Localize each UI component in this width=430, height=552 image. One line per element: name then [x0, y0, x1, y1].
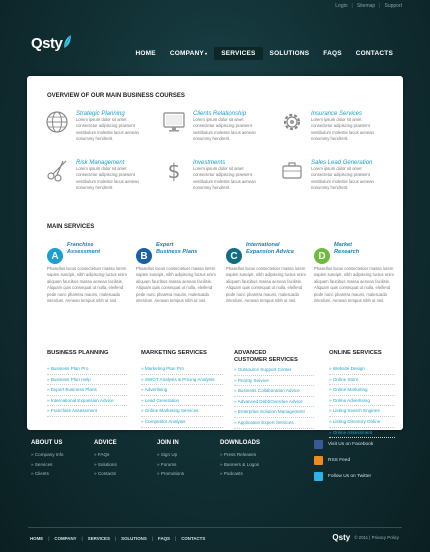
service-card: [136, 242, 218, 304]
service-card: [314, 242, 394, 304]
support-link[interactable]: Support: [384, 3, 402, 9]
nav-company-label: COMPANY: [169, 50, 204, 57]
nav-faqs[interactable]: FAQS: [323, 50, 342, 57]
list-link[interactable]: » Competitor Analysis: [141, 417, 223, 428]
list-heading: BUSINESS PLANNING: [47, 350, 109, 356]
lorem-text: Lorem ipsum dolor sit amet consectetur adipiscing praesent vestibulum molestie lacus aenean nonummy hendrerit.: [76, 117, 139, 142]
footer-heading: ABOUT US: [31, 440, 63, 446]
separator: |: [114, 536, 117, 541]
logo-text: Qsty: [31, 35, 63, 52]
list-link[interactable]: » Advertising: [141, 385, 223, 396]
service-title-line2: Research: [334, 249, 360, 255]
footer-link[interactable]: » Company Info: [31, 450, 63, 460]
link-list-online-services: [329, 350, 395, 438]
list-link[interactable]: » Franchise Assessment: [47, 406, 127, 417]
scissors-icon: [45, 158, 69, 182]
service-badge-b: [136, 248, 152, 264]
briefcase-icon: [280, 158, 304, 182]
overview-item-title[interactable]: Strategic Planning: [76, 111, 125, 117]
list-link[interactable]: » Priority Service: [234, 376, 314, 387]
service-title-line2: Assessment: [67, 249, 100, 255]
footer-link[interactable]: » Solutions: [94, 460, 117, 470]
footer-heading: DOWNLOADS: [220, 440, 260, 446]
bottom-nav-link[interactable]: HOME: [30, 536, 44, 541]
footer-link[interactable]: » Press Releases: [220, 450, 260, 460]
social-links: [314, 438, 373, 482]
service-letter: A: [51, 250, 59, 262]
login-link[interactable]: Login: [335, 3, 348, 9]
service-title[interactable]: [67, 242, 127, 256]
service-title[interactable]: [334, 242, 394, 256]
service-badge-a: [47, 248, 63, 264]
overview-item: [311, 111, 383, 143]
sitemap-link[interactable]: Sitemap: [356, 3, 376, 9]
social-label: RSS Feed: [328, 457, 351, 463]
svg-text:$: $: [167, 159, 181, 182]
footer-link[interactable]: » Forums: [157, 460, 184, 470]
lorem-text: Lorem ipsum dolor sit amet consectetur adipiscing praesent vestibulum molestie lacus aenean nonummy hendrerit.: [311, 166, 374, 191]
facebook-link[interactable]: [314, 438, 373, 450]
lorem-text: Lorem ipsum dolor sit amet consectetur adipiscing praesent vestibulum molestie lacus aenean nonummy hendrerit.: [193, 166, 256, 191]
separator: |: [81, 536, 83, 541]
footer-col-advice: [94, 440, 117, 479]
nav-solutions[interactable]: SOLUTIONS: [269, 50, 310, 57]
lorem-text: Lorem ipsum dolor sit amet consectetur adipiscing praesent vestibulum molestie lacus aenean nonummy hendrerit.: [311, 117, 374, 142]
copyright: [332, 533, 399, 542]
footer-col-join: [157, 440, 184, 479]
logo[interactable]: [31, 35, 72, 52]
list-link[interactable]: » Enterprise Solution Management: [234, 407, 314, 418]
footer-heading: ADVICE: [94, 440, 117, 446]
footer-divider: [28, 527, 402, 528]
dollar-icon: [162, 158, 186, 182]
overview-item-title[interactable]: Sales Lead Generation: [311, 160, 373, 166]
list-link[interactable]: » Online Assessment: [329, 428, 395, 439]
list-link[interactable]: » Online Store: [329, 375, 395, 386]
bottom-nav-link[interactable]: SOLUTIONS: [121, 536, 147, 541]
link-list-marketing-services: [141, 350, 223, 428]
list-link[interactable]: » Listing Search Engines: [329, 406, 395, 417]
overview-item: [193, 111, 263, 143]
overview-item: [311, 160, 383, 192]
service-title-line1: Market: [334, 242, 353, 248]
copyright-text: © 2011 | Privacy Policy: [354, 535, 399, 540]
overview-item-title[interactable]: Investments: [193, 160, 226, 166]
list-link[interactable]: » Online Marketing: [329, 385, 395, 396]
twitter-icon: [314, 472, 323, 481]
service-letter: C: [230, 250, 238, 262]
overview-item-title[interactable]: Insurance Services: [311, 111, 363, 117]
lorem-text: Phasellus lacus consectetuer massa lorem sapien suscipit, nibh adipiscing luctus enim aliquam faucibus massa aenean facilisis. Aliquam quis consequat ut nulla, eleifend pede nunc pharetra mauris, malesuada interdum. Aenean tempus nibh ut nisl.: [314, 266, 394, 304]
separator: |: [151, 536, 153, 541]
content-panel: [27, 76, 403, 435]
footer-col-downloads: [220, 440, 260, 479]
footer-link[interactable]: » Promotions: [157, 469, 184, 479]
separator: |: [48, 536, 50, 541]
separator: |: [174, 536, 177, 541]
globe-icon: [45, 110, 69, 134]
list-heading: MARKETING SERVICES: [141, 350, 207, 356]
footer-link[interactable]: » Clients: [31, 469, 63, 479]
main-services-heading: MAIN SERVICES: [47, 224, 95, 230]
service-title-line2: Business Plans: [156, 249, 198, 255]
list-link[interactable]: » Lead Generation: [141, 396, 223, 407]
service-letter: B: [140, 250, 148, 262]
overview-heading: OVERVIEW OF OUR MAIN BUSINESS COURSES: [47, 93, 185, 99]
overview-item: [76, 111, 146, 143]
social-label: Visit Us on Facebook: [328, 441, 374, 447]
footer-col-about: [31, 440, 63, 479]
service-title-line1: Expert: [156, 242, 174, 248]
list-link[interactable]: » Business Plan Pro: [47, 364, 127, 375]
list-link[interactable]: » Application Expert Services: [234, 418, 314, 429]
list-link[interactable]: » Advanced Debt/Overdue Advice: [234, 397, 314, 408]
nav-contacts[interactable]: CONTACTS: [355, 50, 393, 57]
rss-link[interactable]: [314, 454, 373, 466]
bottom-nav-link[interactable]: CONTACTS: [181, 536, 206, 541]
footer-logo[interactable]: Qsty: [332, 533, 351, 542]
chevron-down-icon: ▾: [204, 51, 208, 56]
list-link[interactable]: » Export Business Plans: [47, 385, 127, 396]
link-list-advanced-customer-services: [234, 350, 314, 429]
service-title-line2: Expansion Advice: [246, 249, 294, 255]
list-link[interactable]: » Marketing Plan Pro: [141, 364, 223, 375]
service-title-line1: Franchise: [67, 242, 94, 248]
list-link[interactable]: » Online Marketing Services: [141, 406, 223, 417]
footer-link[interactable]: » FAQs: [94, 450, 117, 460]
utility-links: Login | Sitemap | Support: [335, 3, 402, 9]
service-badge-c: [226, 248, 242, 264]
monitor-icon: [162, 110, 186, 134]
overview-item: [193, 160, 263, 192]
list-link[interactable]: » Business Plan Help: [47, 375, 127, 386]
service-card: [226, 242, 308, 304]
footer-link[interactable]: » Podcasts: [220, 469, 260, 479]
list-link[interactable]: » Business Collaboration Advice: [234, 386, 314, 397]
lorem-text: Phasellus lacus consectetuer massa lorem sapien suscipit, nibh adipiscing luctus enim aliquam faucibus massa aenean facilisis. Aliquam quis consequat ut nulla, eleifend pede nunc pharetra mauris, malesuada interdum. Aenean tempus nibh ut nisl.: [47, 266, 127, 304]
list-heading: ADVANCED CUSTOMER SERVICES: [234, 350, 298, 363]
footer-link[interactable]: » Banners & Logos: [220, 460, 260, 470]
bottom-nav-link[interactable]: FAQS: [158, 536, 170, 541]
service-title[interactable]: [156, 242, 218, 256]
list-heading: ONLINE SERVICES: [329, 350, 382, 356]
twitter-link[interactable]: [314, 470, 373, 482]
bottom-nav-link[interactable]: COMPANY: [54, 536, 77, 541]
service-card: [47, 242, 127, 304]
lorem-text: Phasellus lacus consectetuer massa lorem sapien suscipit, nibh adipiscing luctus enim aliquam faucibus massa aenean facilisis. Aliquam quis consequat ut nulla, eleifend pede nunc pharetra mauris, malesuada interdum. Aenean tempus nibh ut nisl.: [226, 266, 306, 304]
overview-item: [76, 160, 146, 192]
list-link[interactable]: » Listing Directory Online: [329, 417, 395, 428]
list-link[interactable]: » Website Design: [329, 364, 395, 375]
overview-item-title[interactable]: Risk Management: [76, 160, 125, 166]
rss-icon: [314, 456, 323, 465]
service-title[interactable]: [246, 242, 308, 256]
nav-company[interactable]: [163, 47, 214, 60]
list-link[interactable]: » Online Advertising: [329, 396, 395, 407]
link-list-business-planning: [47, 350, 127, 417]
list-link[interactable]: » Outsource Support Center: [234, 365, 314, 376]
leaf-icon: [63, 35, 72, 49]
gear-icon: [280, 110, 304, 134]
social-label: Follow Us on Twitter: [328, 473, 372, 479]
list-link[interactable]: » SWOT Analysis & Pricing Analysis: [141, 375, 223, 386]
lorem-text: Phasellus lacus consectetuer massa lorem sapien suscipit, nibh adipiscing luctus enim aliquam faucibus massa aenean facilisis. Aliquam quis consequat ut nulla, eleifend pede nunc pharetra mauris, malesuada interdum. Aenean tempus nibh ut nisl.: [136, 266, 216, 304]
service-letter: D: [318, 250, 326, 262]
footer-link[interactable]: » Services: [31, 460, 63, 470]
facebook-icon: [314, 440, 323, 449]
footer-link[interactable]: » Contacts: [94, 469, 117, 479]
list-link[interactable]: » International Expansion Advice: [47, 396, 127, 407]
footer-heading: JOIN IN: [157, 440, 179, 446]
service-badge-d: [314, 248, 330, 264]
main-nav: [129, 47, 401, 60]
lorem-text: Lorem ipsum dolor sit amet consectetur adipiscing praesent vestibulum molestie lacus aenean nonummy hendrerit.: [76, 166, 139, 191]
service-title-line1: International: [246, 242, 280, 248]
footer-link[interactable]: » Sign Up: [157, 450, 184, 460]
bottom-nav: [30, 536, 205, 541]
nav-services[interactable]: SERVICES: [214, 47, 262, 60]
overview-item-title[interactable]: Clients Relationship: [193, 111, 247, 117]
nav-home[interactable]: HOME: [135, 50, 156, 57]
bottom-nav-link[interactable]: SERVICES: [87, 536, 110, 541]
lorem-text: Lorem ipsum dolor sit amet consectetur adipiscing praesent vestibulum molestie lacus aenean nonummy hendrerit.: [193, 117, 256, 142]
